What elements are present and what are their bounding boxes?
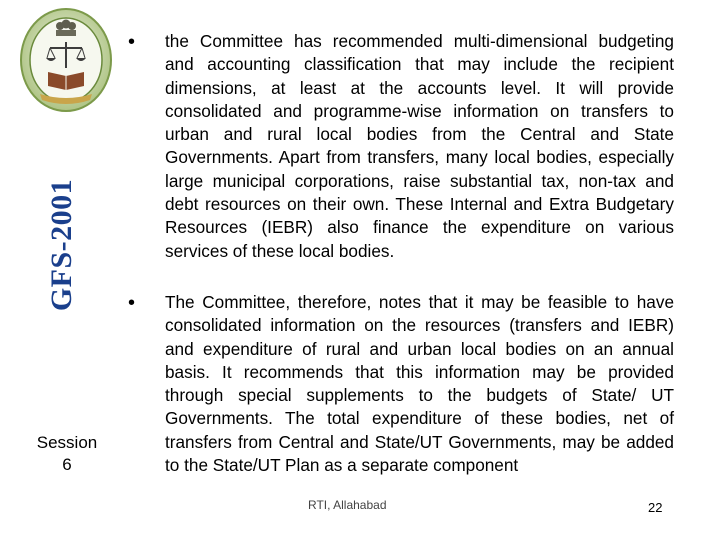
bullet-paragraph-2: The Committee, therefore, notes that it may be feasible to have consolidated information on the resources (transfers and IEBR) and expenditure of rural and urban local bodies on an annual basis. It recommends that this information may be provided through special supplements to the budgets of State/ UT Governments. The total expenditure of these bodies, net of transfers from Central and State/UT Governments, may be added to the State/UT Plan as a separate component: [165, 292, 674, 476]
session-label-block: [22, 432, 112, 476]
bullet-marker-1: •: [128, 31, 136, 53]
page-number: 22: [648, 500, 663, 515]
bullet-marker-2: •: [128, 292, 136, 314]
institute-emblem-icon: [18, 6, 114, 114]
footer-source: RTI, Allahabad: [308, 498, 387, 512]
session-label: Session: [36, 433, 98, 452]
sidebar: [0, 0, 130, 540]
bullet-paragraph-1: the Committee has recommended multi-dimensional budgeting and accounting classification that may include the recipient dimensions, at least at the accounts level. It will provide consolidated and programme-wise information on transfers to urban and rural local bodies from the Central and State Governments. Apart from transfers, many local bodies, especially large municipal corporations, raise substantial tax, non-tax and debt resources on their own. These Internal and Extra Budgetary Resources (IEBR) also finance the expenditure on various services of these local bodies.: [165, 31, 674, 261]
session-number: 6: [62, 455, 72, 474]
vertical-title: GFS-2001: [45, 178, 78, 312]
